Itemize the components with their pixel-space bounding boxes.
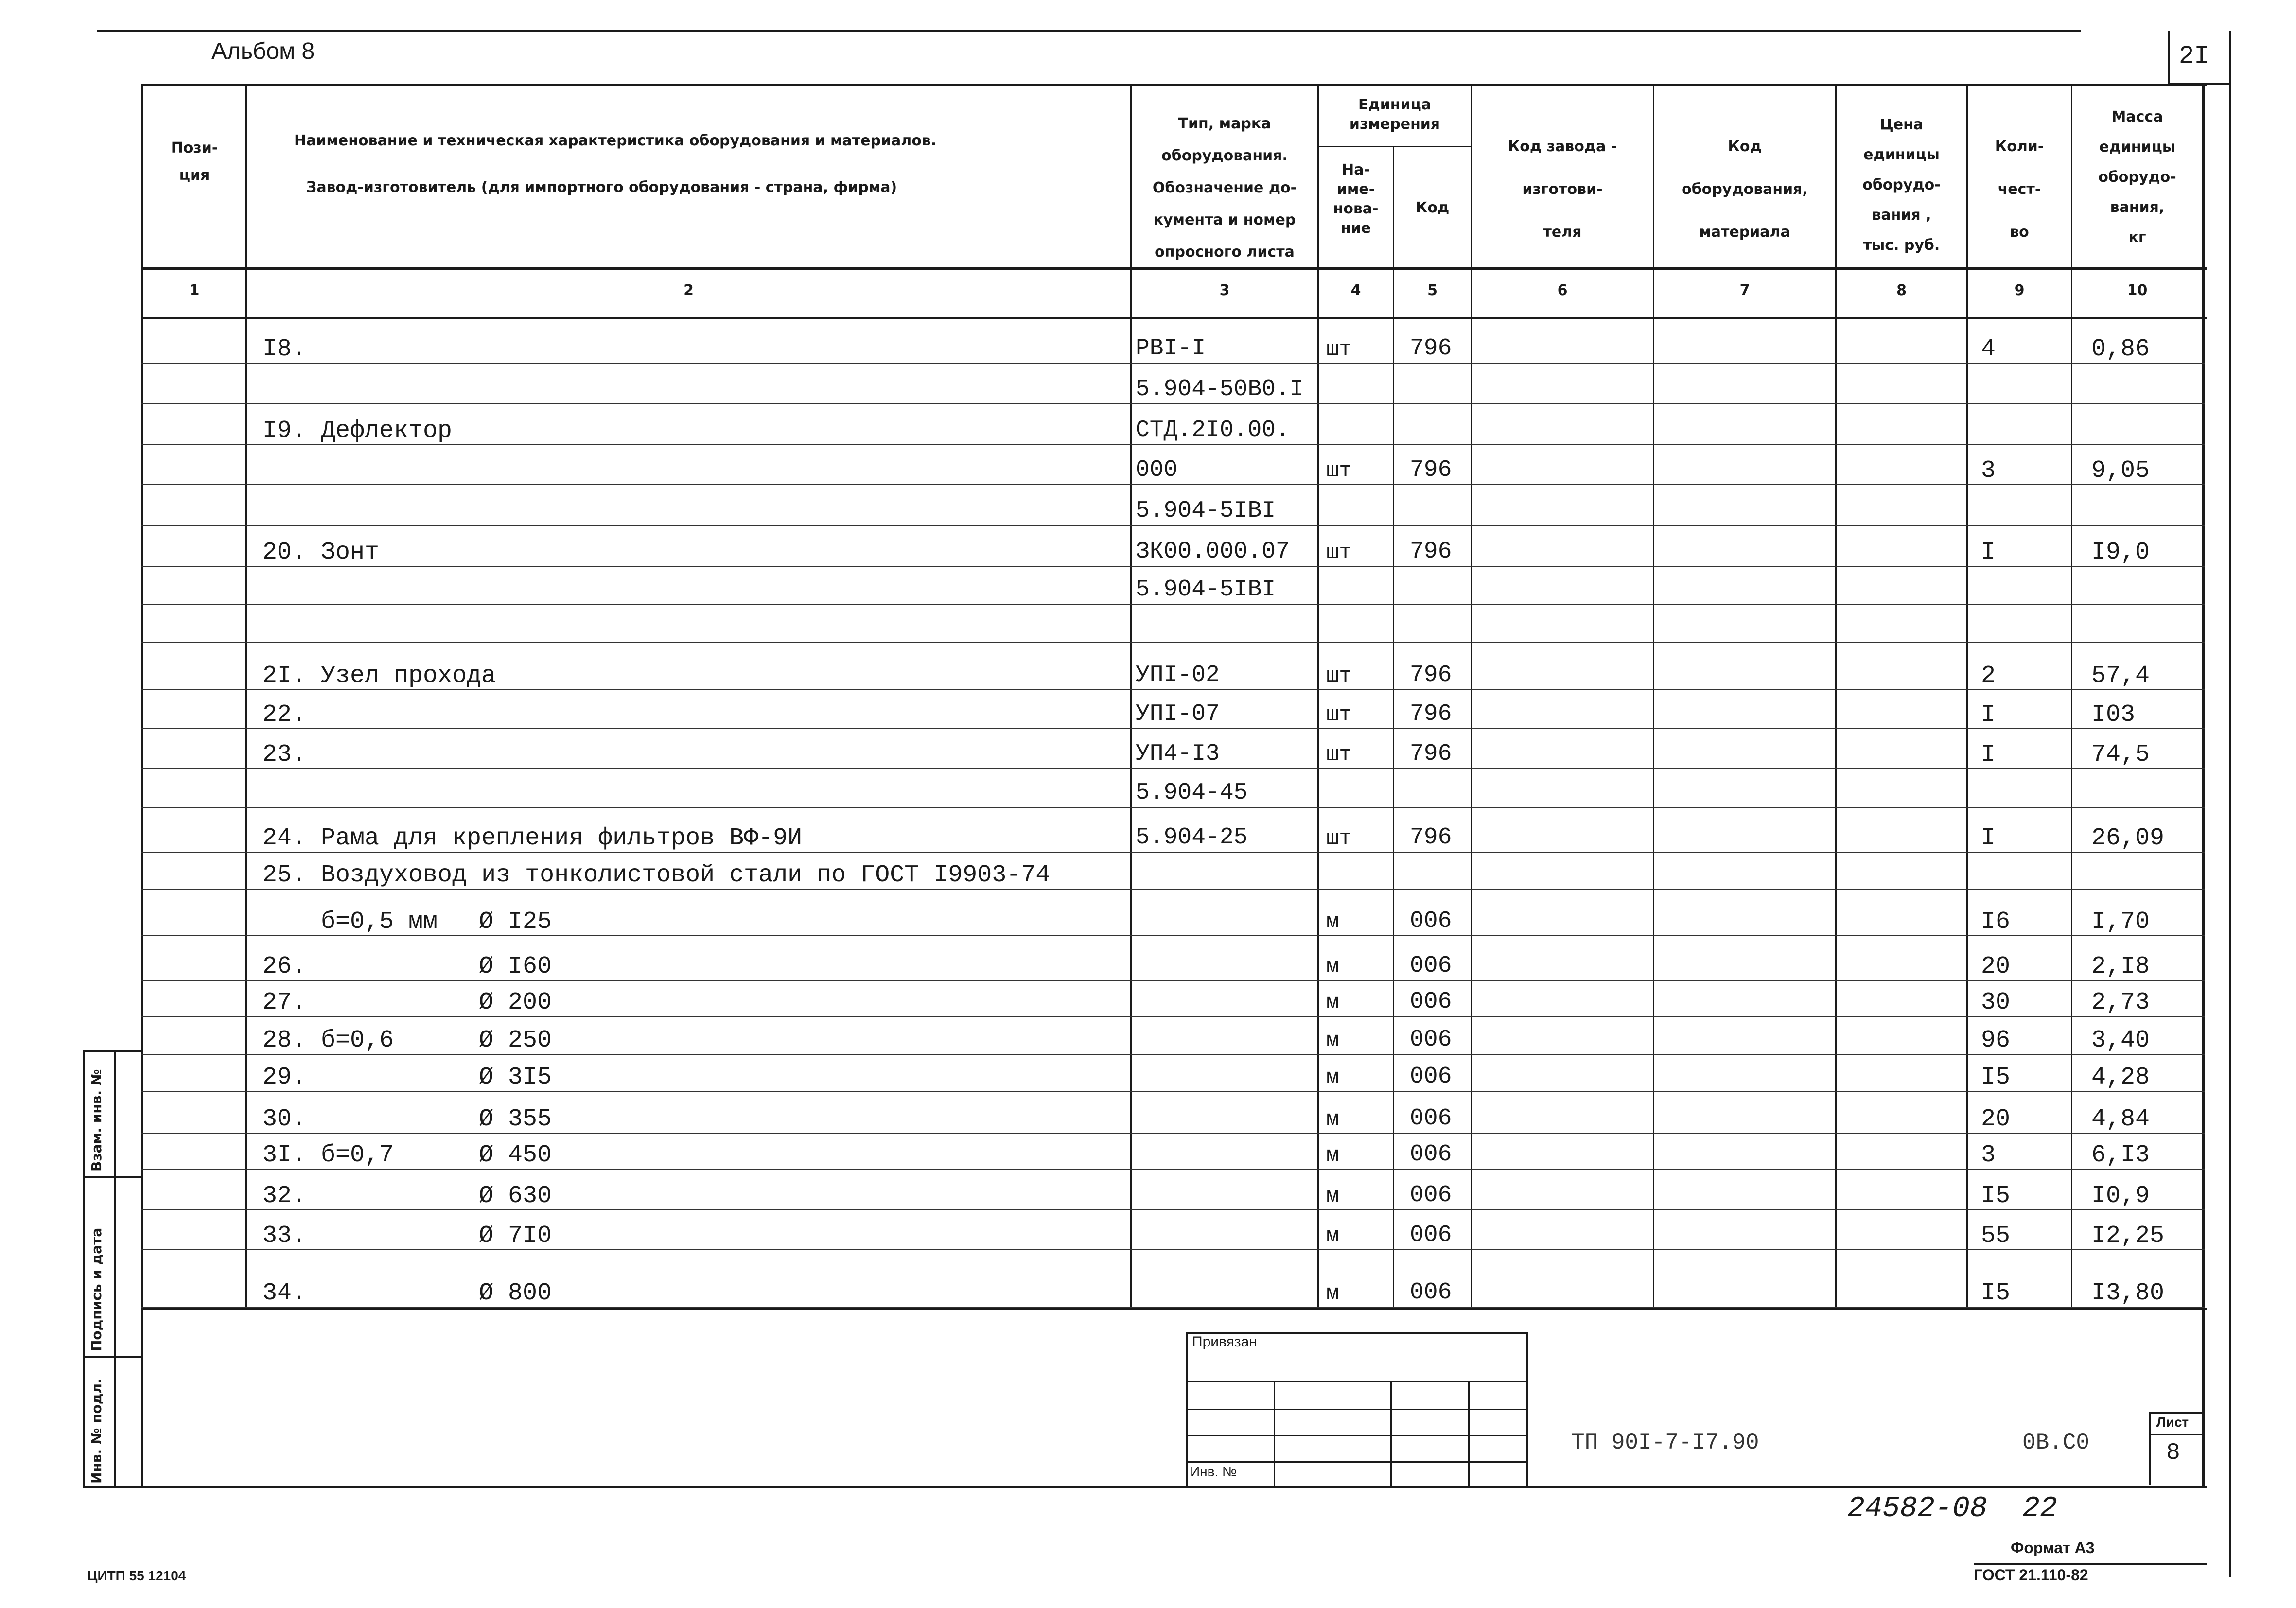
row-unit: м (1326, 1224, 1339, 1248)
row-diameter: Ø 250 (479, 1027, 552, 1054)
colnum-bottom (141, 317, 2207, 319)
row-name: I9. Дефлектор (263, 417, 453, 445)
row-line (141, 728, 2205, 729)
row-mass: 3,40 (2091, 1027, 2150, 1054)
row-type: ЗК00.000.07 (1136, 539, 1290, 565)
row-name: 24. Рама для крепления фильтров ВФ-9И (263, 824, 803, 852)
table-bottom (141, 1308, 2207, 1310)
row-mass: 74,5 (2091, 741, 2150, 769)
row-line (141, 768, 2205, 769)
row-code: 006 (1410, 1222, 1452, 1248)
row-unit: шт (1326, 337, 1352, 362)
row-code: 006 (1410, 1279, 1452, 1306)
list-box-mid (2149, 1434, 2204, 1435)
row-name: 34. (263, 1279, 307, 1307)
doc-code: ТП 90I-7-I7.90 (1571, 1430, 1759, 1455)
row-code: 796 (1410, 662, 1452, 688)
row-qty: 2 (1981, 662, 1996, 690)
row-diameter: Ø 7I0 (479, 1222, 552, 1250)
stamp-col-2 (1390, 1381, 1392, 1486)
row-type: УПI-02 (1136, 662, 1220, 688)
row-line (141, 604, 2205, 605)
row-type: УПI-07 (1136, 701, 1220, 727)
header-unit-code: Код (1415, 199, 1450, 216)
row-mass: 57,4 (2091, 662, 2150, 690)
col-line-5 (1471, 84, 1472, 1309)
row-diameter: Ø I25 (479, 908, 552, 936)
row-unit: м (1326, 955, 1339, 979)
side-strip-mid (114, 1050, 116, 1487)
row-name: 26. (263, 953, 307, 980)
row-mass: I03 (2091, 701, 2136, 729)
row-qty: I6 (1981, 908, 2011, 936)
header-quantity: Коли- чест- во (1995, 138, 2044, 241)
row-line (141, 642, 2205, 643)
header-name-line1: Наименование и техническая характеристика оборудования и материалов. (294, 132, 937, 149)
row-mass: 6,I3 (2091, 1141, 2150, 1169)
row-line (141, 1016, 2205, 1017)
row-name: 29. (263, 1064, 307, 1091)
row-line (141, 807, 2205, 808)
row-mass: I3,80 (2091, 1279, 2165, 1307)
row-unit: м (1326, 1184, 1339, 1208)
row-line (141, 1307, 2205, 1308)
row-mass: 26,09 (2091, 824, 2165, 852)
row-code: 006 (1410, 989, 1452, 1015)
row-name: 25. Воздуховод из тонколистовой стали по ГОСТ I9903-74 (263, 861, 1051, 889)
col-line-8 (1966, 84, 1968, 1309)
row-qty: 55 (1981, 1222, 2011, 1250)
row-diameter: Ø 450 (479, 1141, 552, 1169)
row-line (141, 566, 2205, 567)
header-type: Тип, марка оборудования. Обозначение до- кумента и номер опросного листа (1152, 115, 1297, 261)
colnum-4: 4 (1350, 282, 1361, 299)
row-diameter: Ø 800 (479, 1279, 552, 1307)
row-unit: м (1326, 1066, 1339, 1090)
row-name: I8. (263, 335, 307, 363)
row-code: 796 (1410, 741, 1452, 767)
row-qty: 3 (1981, 457, 1996, 485)
format-label: Формат А3 (2011, 1539, 2095, 1556)
stamp-row-1 (1186, 1381, 1526, 1382)
row-type: 5.904-50B0.I (1136, 376, 1304, 402)
row-qty: 4 (1981, 335, 1996, 363)
row-type: 5.904-5IBI (1136, 498, 1276, 524)
row-unit: шт (1326, 541, 1352, 565)
list-number: 8 (2166, 1440, 2180, 1466)
stamp-row-2 (1186, 1409, 1526, 1410)
row-name: 33. (263, 1222, 307, 1250)
row-unit: шт (1326, 664, 1352, 688)
row-qty: I (1981, 539, 1996, 566)
row-qty: 3 (1981, 1141, 1996, 1169)
row-code: 796 (1410, 539, 1452, 565)
row-mass: I9,0 (2091, 539, 2150, 566)
row-unit: м (1326, 1143, 1339, 1168)
row-name: 30. (263, 1105, 307, 1133)
side-label-podpis: Подпись и дата (88, 1227, 105, 1351)
row-line (141, 1249, 2205, 1250)
row-name: 3I. б=0,7 (263, 1141, 394, 1169)
col-line-1 (245, 84, 247, 1309)
row-code: 796 (1410, 824, 1452, 851)
colnum-7: 7 (1739, 282, 1750, 299)
col-line-7 (1835, 84, 1837, 1309)
row-qty: I (1981, 824, 1996, 852)
row-qty: I5 (1981, 1064, 2011, 1091)
col-line-6 (1653, 84, 1654, 1309)
colnum-6: 6 (1557, 282, 1568, 299)
row-diameter: Ø 3I5 (479, 1064, 552, 1091)
row-name: 28. б=0,6 (263, 1027, 394, 1054)
list-box-left (2149, 1412, 2151, 1485)
header-unit-group: Единица измерения (1349, 96, 1440, 133)
header-position: Пози- ция (171, 140, 218, 184)
row-line (141, 935, 2205, 936)
row-type: 000 (1136, 457, 1178, 483)
handwritten-number: 24582-08 22 (1847, 1492, 2058, 1525)
row-line (141, 525, 2205, 526)
colnum-10: 10 (2127, 282, 2148, 299)
top-right-tick (2168, 31, 2170, 85)
header-name-line2: Завод-изготовитель (для импортного оборудования - страна, фирма) (306, 179, 897, 196)
row-name: 32. (263, 1182, 307, 1210)
col-line-4 (1393, 146, 1394, 1309)
side-strip-left (83, 1050, 85, 1487)
stamp-row-4 (1186, 1461, 1526, 1463)
list-label: Лист (2156, 1415, 2189, 1430)
stamp-col-1 (1274, 1381, 1275, 1486)
stamp-col-3 (1468, 1381, 1470, 1486)
row-mass: 4,28 (2091, 1064, 2150, 1091)
row-diameter: Ø I60 (479, 953, 552, 980)
row-qty: 20 (1981, 953, 2011, 980)
row-unit: м (1326, 1029, 1339, 1053)
row-qty: I (1981, 741, 1996, 769)
row-type: УП4-I3 (1136, 741, 1220, 767)
row-code: 006 (1410, 1027, 1452, 1053)
row-unit: шт (1326, 459, 1352, 483)
album-label: Альбом 8 (211, 38, 315, 64)
row-name: 2I. Узел прохода (263, 662, 496, 690)
col-line-9 (2071, 84, 2072, 1309)
row-mass: I2,25 (2091, 1222, 2165, 1250)
header-mass: Масса единицы оборудо- вания, кг (2098, 108, 2176, 246)
colnum-8: 8 (1896, 282, 1907, 299)
row-line (141, 980, 2205, 981)
header-plant-code: Код завода - изготови- теля (1507, 138, 1617, 241)
bottom-left-code: ЦИТП 55 12104 (88, 1568, 186, 1583)
row-unit: м (1326, 910, 1339, 934)
row-line (141, 1054, 2205, 1055)
row-qty: I (1981, 701, 1996, 729)
row-mass: 2,73 (2091, 989, 2150, 1016)
row-diameter: Ø 355 (479, 1105, 552, 1133)
row-mass: I0,9 (2091, 1182, 2150, 1210)
colnum-3: 3 (1219, 282, 1230, 299)
row-name: б=0,5 мм (263, 908, 438, 936)
row-type: 5.904-5IBI (1136, 577, 1276, 603)
side-strip-div2 (83, 1356, 142, 1358)
row-code: 796 (1410, 457, 1452, 483)
row-line (141, 403, 2205, 404)
row-line (141, 1169, 2205, 1170)
row-unit: шт (1326, 743, 1352, 767)
frame-bottom (83, 1486, 2207, 1488)
col-line-3 (1317, 84, 1319, 1309)
side-strip-div1 (83, 1176, 142, 1178)
row-type: 5.904-25 (1136, 824, 1248, 851)
gost-label: ГОСТ 21.110-82 (1974, 1566, 2088, 1584)
row-code: 796 (1410, 335, 1452, 362)
row-line (141, 1133, 2205, 1134)
row-diameter: Ø 630 (479, 1182, 552, 1210)
colnum-2: 2 (684, 282, 694, 299)
frame-right (2202, 84, 2205, 1487)
row-name: 20. Зонт (263, 539, 380, 566)
row-code: 006 (1410, 1064, 1452, 1090)
row-qty: I5 (1981, 1182, 2011, 1210)
row-type: 5.904-45 (1136, 780, 1248, 806)
row-mass: I,70 (2091, 908, 2150, 936)
colnum-9: 9 (2014, 282, 2025, 299)
row-qty: 20 (1981, 1105, 2011, 1133)
row-type: PBI-I (1136, 335, 1206, 362)
row-qty: 30 (1981, 989, 2011, 1016)
row-code: 006 (1410, 953, 1452, 979)
row-qty: I5 (1981, 1279, 2011, 1307)
list-box-top (2149, 1412, 2204, 1414)
side-strip-top (83, 1050, 142, 1052)
row-unit: м (1326, 1107, 1339, 1132)
side-label-vzam: Взам. инв. № (88, 1069, 105, 1171)
header-equip-code: Код оборудования, материала (1682, 138, 1808, 241)
row-code: 796 (1410, 701, 1452, 727)
row-code: 006 (1410, 1141, 1452, 1168)
row-name: 22. (263, 701, 307, 729)
row-mass: 9,05 (2091, 457, 2150, 485)
row-mass: 2,I8 (2091, 953, 2150, 980)
colnum-1: 1 (189, 282, 200, 299)
row-code: 006 (1410, 908, 1452, 934)
side-label-inv-podl: Инв. № подл. (88, 1378, 105, 1484)
sheet-corner-number: 2I (2179, 42, 2209, 70)
unit-group-divider (1317, 146, 1472, 147)
row-name: 27. (263, 989, 307, 1016)
row-qty: 96 (1981, 1027, 2011, 1054)
colnum-5: 5 (1427, 282, 1437, 299)
header-unit-name: На- име- нова- ние (1333, 161, 1379, 237)
row-line (141, 363, 2205, 364)
row-unit: шт (1326, 826, 1352, 851)
table-top (141, 84, 2207, 86)
row-name: 23. (263, 741, 307, 769)
row-unit: м (1326, 1281, 1339, 1306)
row-line (141, 1209, 2205, 1210)
header-price: Цена единицы оборудо- вания , тыс. руб. (1862, 116, 1941, 254)
page-right-border (2229, 31, 2231, 1577)
row-unit: шт (1326, 703, 1352, 727)
stamp-row-3 (1186, 1435, 1526, 1436)
top-rule (97, 30, 2081, 32)
row-line (141, 1091, 2205, 1092)
format-rule (1974, 1563, 2207, 1565)
row-code: 006 (1410, 1182, 1452, 1208)
doc-mark: 0B.C0 (2022, 1430, 2090, 1455)
row-line (141, 484, 2205, 485)
row-type: СТД.2I0.00. (1136, 417, 1290, 443)
row-mass: 0,86 (2091, 335, 2150, 363)
stamp-privyazan: Привязан (1192, 1334, 1257, 1350)
stamp-inv-no: Инв. № (1190, 1464, 1237, 1479)
row-diameter: Ø 200 (479, 989, 552, 1016)
row-mass: 4,84 (2091, 1105, 2150, 1133)
row-unit: м (1326, 991, 1339, 1015)
row-code: 006 (1410, 1105, 1452, 1132)
